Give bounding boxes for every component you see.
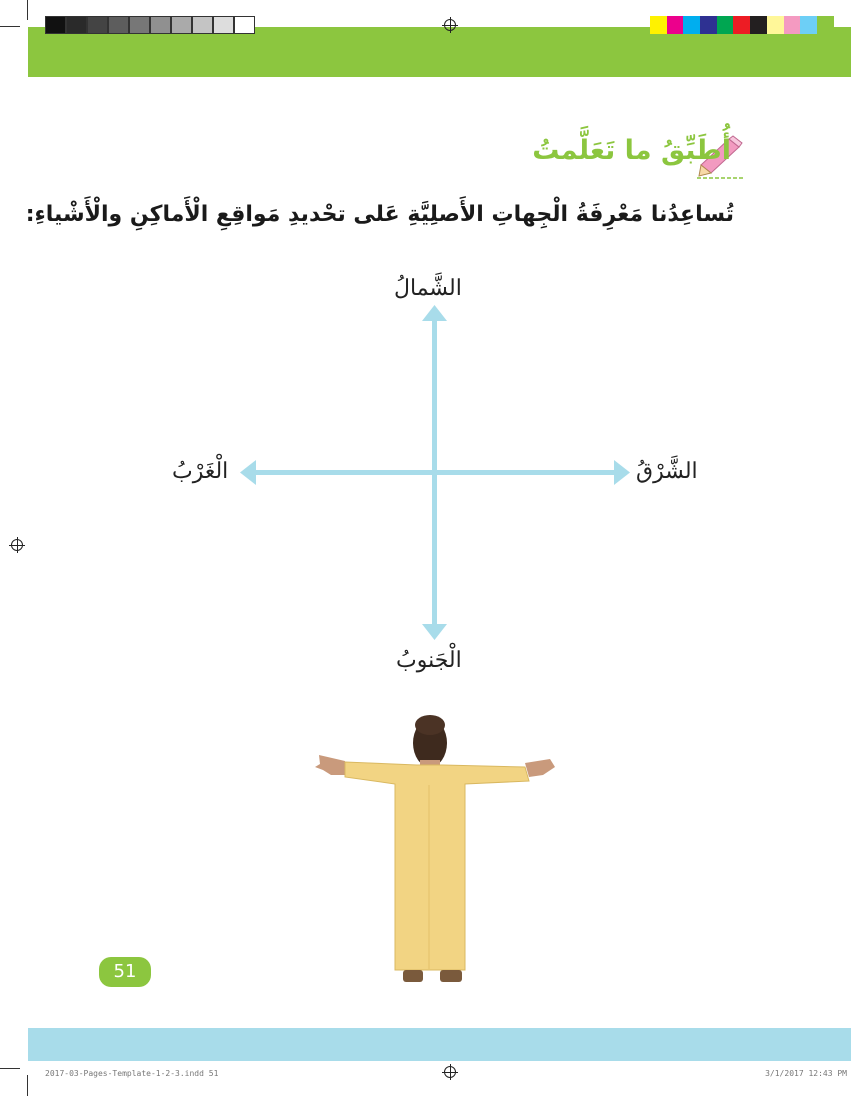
west-arrow-head [240,460,256,485]
crop-mark [27,1075,28,1096]
footer-file-info: 2017-03-Pages-Template-1-2-3.indd 51 [45,1069,219,1078]
gray-calibration-strip [45,16,255,34]
page-number-badge: 51 [99,957,151,987]
crop-mark [0,26,20,27]
direction-south-label: الْجَنوبُ [396,648,462,673]
crop-mark [0,1068,20,1069]
footer-timestamp: 3/1/2017 12:43 PM [765,1069,847,1078]
intro-text: تُساعِدُنا مَعْرِفَةُ الْجِهاتِ الأَصلِيَّةِ عَلى تحْديدِ مَواقِعِ الْأَماكِنِ والْأَشْياءِ: [25,202,734,227]
east-arrow-head [614,460,630,485]
registration-mark-icon [444,19,456,31]
footer-bar [28,1028,851,1061]
south-arrow-head [422,624,447,640]
registration-mark-icon [11,539,23,551]
direction-north-label: الشَّمالُ [394,276,462,301]
horizontal-axis [255,470,615,475]
direction-west-label: الْغَرْبُ [172,459,229,484]
header-bar [28,27,851,77]
section-heading: أُطَبِّقُ ما تَعَلَّمتُ [532,135,731,166]
north-arrow-head [422,305,447,321]
registration-mark-icon [444,1066,456,1078]
crop-mark [27,0,28,20]
compass-diagram [240,305,630,640]
boy-illustration [315,715,560,985]
color-calibration-strip [650,16,834,34]
direction-east-label: الشَّرْقُ [636,459,698,484]
